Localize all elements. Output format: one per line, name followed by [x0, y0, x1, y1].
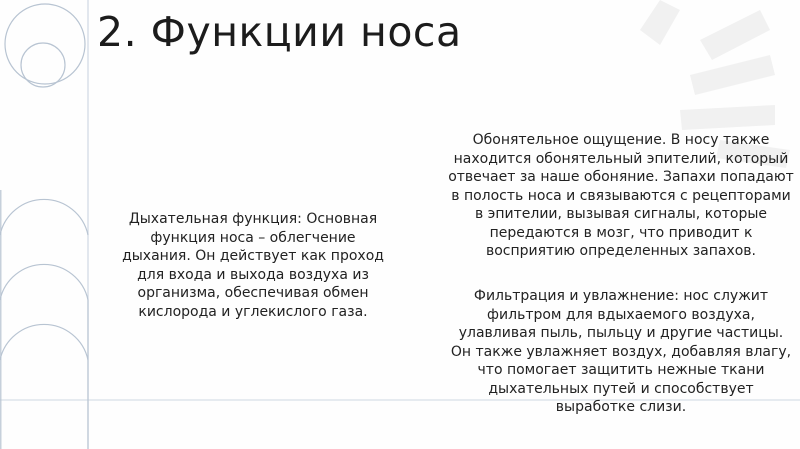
- slide-title: 2. Функции носа: [97, 8, 462, 56]
- text-block-olfactory: Обонятельное ощущение. В носу также находится обонятельный эпителий, который отвечает за наше обоняние. Запахи попадают в полость носа и связываются с рецепторами в эпителии, вызывая сигналы, которые передаются в мозг, что приводит к восприятию определенных запахов.: [448, 132, 794, 259]
- arch-middle: [0, 264, 88, 449]
- circle-small-top: [21, 43, 65, 87]
- arch-upper: [0, 199, 88, 235]
- text-block-respiratory: Дыхательная функция: Основная функция носа – облегчение дыхания. Он действует как проход для входа и выхода воздуха из организма, обеспечивая обмен кислорода и углекислого газа.: [122, 211, 384, 320]
- circle-large-top: [5, 4, 85, 84]
- arch-lower: [0, 324, 88, 360]
- text-block-filtration: Фильтрация и увлажнение: нос служит фильтром для вдыхаемого воздуха, улавливая пыль, пыльцу и другие частицы. Он также увлажняет воздух, добавляя влагу, что помогает защитить нежные ткани дыхательных путей и способствует выработке слизи.: [450, 288, 792, 415]
